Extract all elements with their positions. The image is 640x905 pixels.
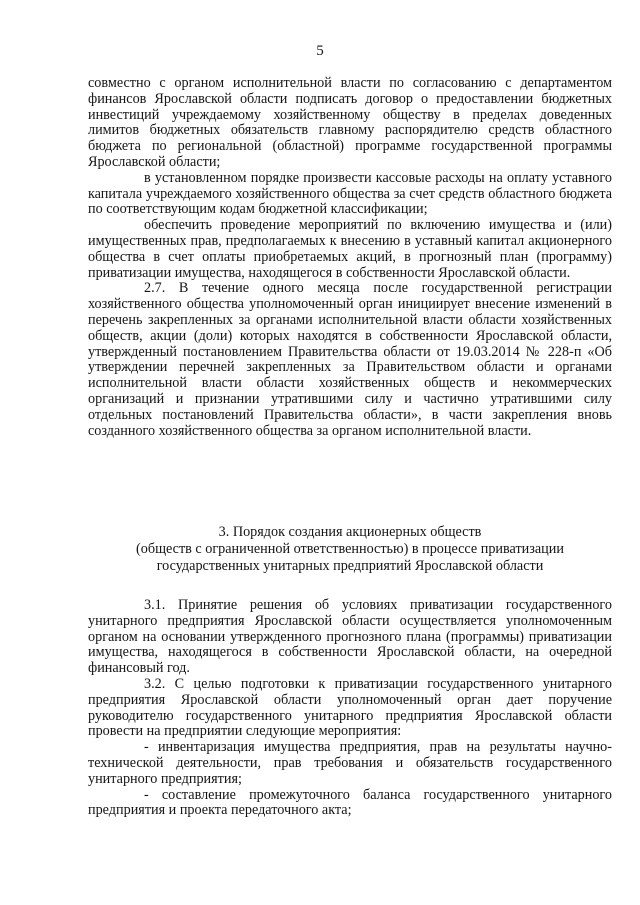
list-item: - инвентаризация имущества предприятия, прав на результаты научно-технической деятельности, прав требования и обязательств государственного унитарного предприятия; — [88, 739, 612, 787]
page-number: 5 — [316, 43, 324, 59]
heading-line: 3. Порядок создания акционерных обществ — [218, 524, 482, 540]
paragraph: в установленном порядке произвести кассовые расходы на оплату уставного капитала учреждаемого хозяйственного общества за счет средств областного бюджета по соответствующим кодам бюджетной классификации; — [88, 169, 612, 218]
heading-line: государственных унитарных предприятий Ярославской области — [156, 558, 544, 574]
body-text-top — [88, 76, 612, 439]
paragraph: обеспечить проведение мероприятий по включению имущества и (или) имущественных прав, предполагаемых к внесению в уставный капитал акционерного общества в счет оплаты приобретаемых акций, в прогнозный план (программу) приватизации имущества, находящегося в собственности Ярославской области. — [88, 217, 612, 281]
paragraph: совместно с органом исполнительной власти по согласованию с департаментом финансов Ярославской области подписать договор о предоставлении бюджетных инвестиций учреждаемому хозяйственному обществу в пределах доведенных лимитов бюджетных обязательств главному распорядителю средств областного бюджета по региональной (областной) программе государственной программы Ярославской области; — [88, 75, 612, 170]
paragraph: 3.1. Принятие решения об условиях приватизации государственного унитарного предприятия Ярославской области осуществляется уполномоченным органом на основании утвержденного прогнозного плана (программы) приватизации имущества, находящегося в собственности Ярославской области, на очередной финансовый год. — [88, 597, 612, 677]
paragraph: 3.2. С целью подготовки к приватизации государственного унитарного предприятия Ярославской области уполномоченный орган дает поручение руководителю государственного унитарного предприятия Ярославской области провести на предприятии следующие мероприятия: — [88, 675, 612, 740]
list-item: - составление промежуточного баланса государственного унитарного предприятия и проекта передаточного акта; — [88, 786, 612, 819]
heading-line: (обществ с ограниченной ответственностью) в процессе приватизации — [136, 541, 564, 557]
body-text-bottom — [88, 598, 612, 819]
section-heading — [88, 524, 612, 575]
paragraph: 2.7. В течение одного месяца после государственной регистрации хозяйственного общества уполномоченный орган инициирует внесение изменений в перечень закрепленных за органами исполнительной власти области хозяйственных обществ, акции (доли) которых находятся в собственности Ярославской области, утвержденный постановлением Правительства области от 19.03.2014 № 228-п «Об утверждении перечней закрепленных за Правительством области и органами исполнительной власти области хозяйственных обществ и некоммерческих организаций и признании утратившими силу и частично утратившими силу отдельных постановлений Правительства области», в части закрепления вновь созданного хозяйственного общества за органом исполнительной власти. — [88, 280, 612, 439]
